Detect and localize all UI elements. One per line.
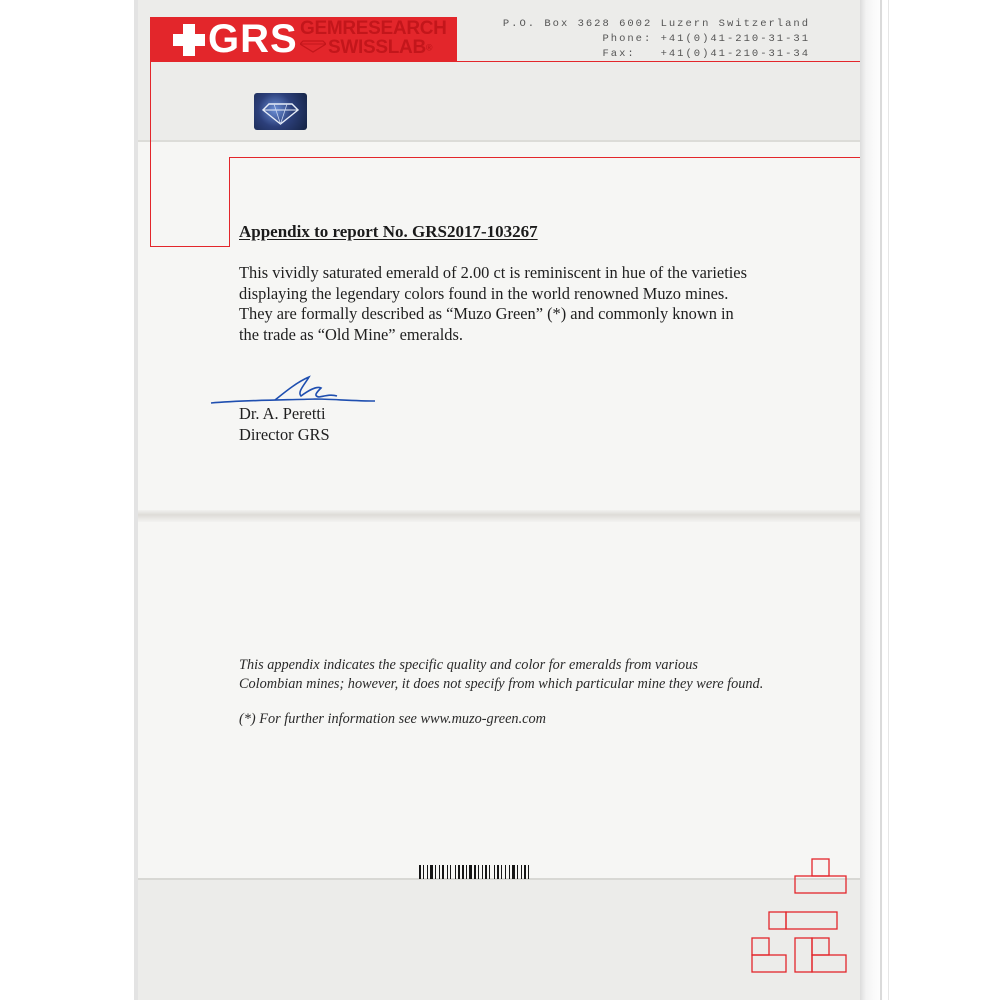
- signer-block: [239, 404, 330, 445]
- barcode-bar: [489, 865, 490, 879]
- logo-name-line1: GEMRESEARCH: [300, 18, 447, 39]
- document-page: [138, 0, 860, 1000]
- barcode-bar: [485, 865, 487, 879]
- address-line: P.O. Box 3628 6002 Luzern Switzerland: [502, 18, 810, 30]
- barcode-bar: [458, 865, 460, 879]
- paragraph-line: the trade as “Old Mine” emeralds.: [239, 324, 463, 344]
- paragraph-line: displaying the legendary colors found in the world renowned Muzo mines.: [239, 283, 729, 303]
- diamond-icon: [300, 40, 326, 53]
- sleeve-edge: [880, 0, 882, 1000]
- barcode-bar: [419, 865, 421, 879]
- contact-block: [470, 17, 810, 62]
- barcode-bar: [501, 865, 502, 879]
- barcode-bar: [478, 865, 479, 879]
- disclaimer-line: Colombian mines; however, it does not specify from which particular mine they were found.: [239, 675, 764, 692]
- barcode-bar: [455, 865, 456, 879]
- barcode-bar: [528, 865, 529, 879]
- logo-text: GRS: [208, 17, 298, 61]
- paper-fold: [138, 510, 860, 522]
- signer-name: Dr. A. Peretti: [239, 404, 326, 423]
- tetris-blocks-icon: [750, 858, 850, 980]
- barcode-bar: [423, 865, 424, 879]
- signer-title: Director GRS: [239, 424, 330, 444]
- barcode-bar: [469, 865, 472, 879]
- diamond-hologram-icon: [254, 93, 307, 130]
- red-rule: [229, 157, 230, 247]
- barcode-bar: [482, 865, 483, 879]
- logo-name-line2: SWISSLAB®: [328, 37, 433, 58]
- barcode-bar: [505, 865, 506, 879]
- barcode-bar: [509, 865, 510, 879]
- barcode-bar: [517, 865, 518, 879]
- barcode-bar: [439, 865, 440, 879]
- barcode-bar: [524, 865, 526, 879]
- sleeve-left: [0, 0, 137, 1000]
- barcode-bar: [442, 865, 444, 879]
- disclaimer: [239, 656, 839, 693]
- barcode-bar: [447, 865, 448, 879]
- red-rule: [150, 246, 230, 247]
- page-title: Appendix to report No. GRS2017-103267: [239, 222, 538, 241]
- barcode-bar: [466, 865, 467, 879]
- appendix-paragraph: [239, 263, 839, 345]
- sleeve-edge: [888, 0, 889, 1000]
- red-rule: [229, 157, 860, 158]
- barcode-bar: [462, 865, 464, 879]
- barcode-bar: [497, 865, 499, 879]
- barcode-bar: [430, 865, 433, 879]
- barcode-bar: [450, 865, 451, 879]
- barcode-bar: [521, 865, 522, 879]
- barcode-bar: [474, 865, 476, 879]
- fax-line: Fax: +41(0)41-210-31-34: [602, 48, 810, 60]
- phone-line: Phone: +41(0)41-210-31-31: [602, 33, 810, 45]
- swiss-cross-icon: [173, 24, 205, 56]
- barcode-bar: [512, 865, 515, 879]
- paragraph-line: They are formally described as “Muzo Green” (*) and commonly known in: [239, 304, 734, 323]
- paragraph-line: This vividly saturated emerald of 2.00 ct is reminiscent in hue of the varieties: [239, 263, 747, 282]
- barcode-bar: [435, 865, 436, 879]
- barcode-bar: [427, 865, 428, 879]
- barcode-icon: [419, 865, 573, 879]
- barcode-bar: [494, 865, 495, 879]
- disclaimer-line: This appendix indicates the specific quality and color for emeralds from various: [239, 657, 698, 673]
- divider: [138, 140, 860, 142]
- footnote-reference: (*) For further information see www.muzo-green.com: [239, 711, 546, 727]
